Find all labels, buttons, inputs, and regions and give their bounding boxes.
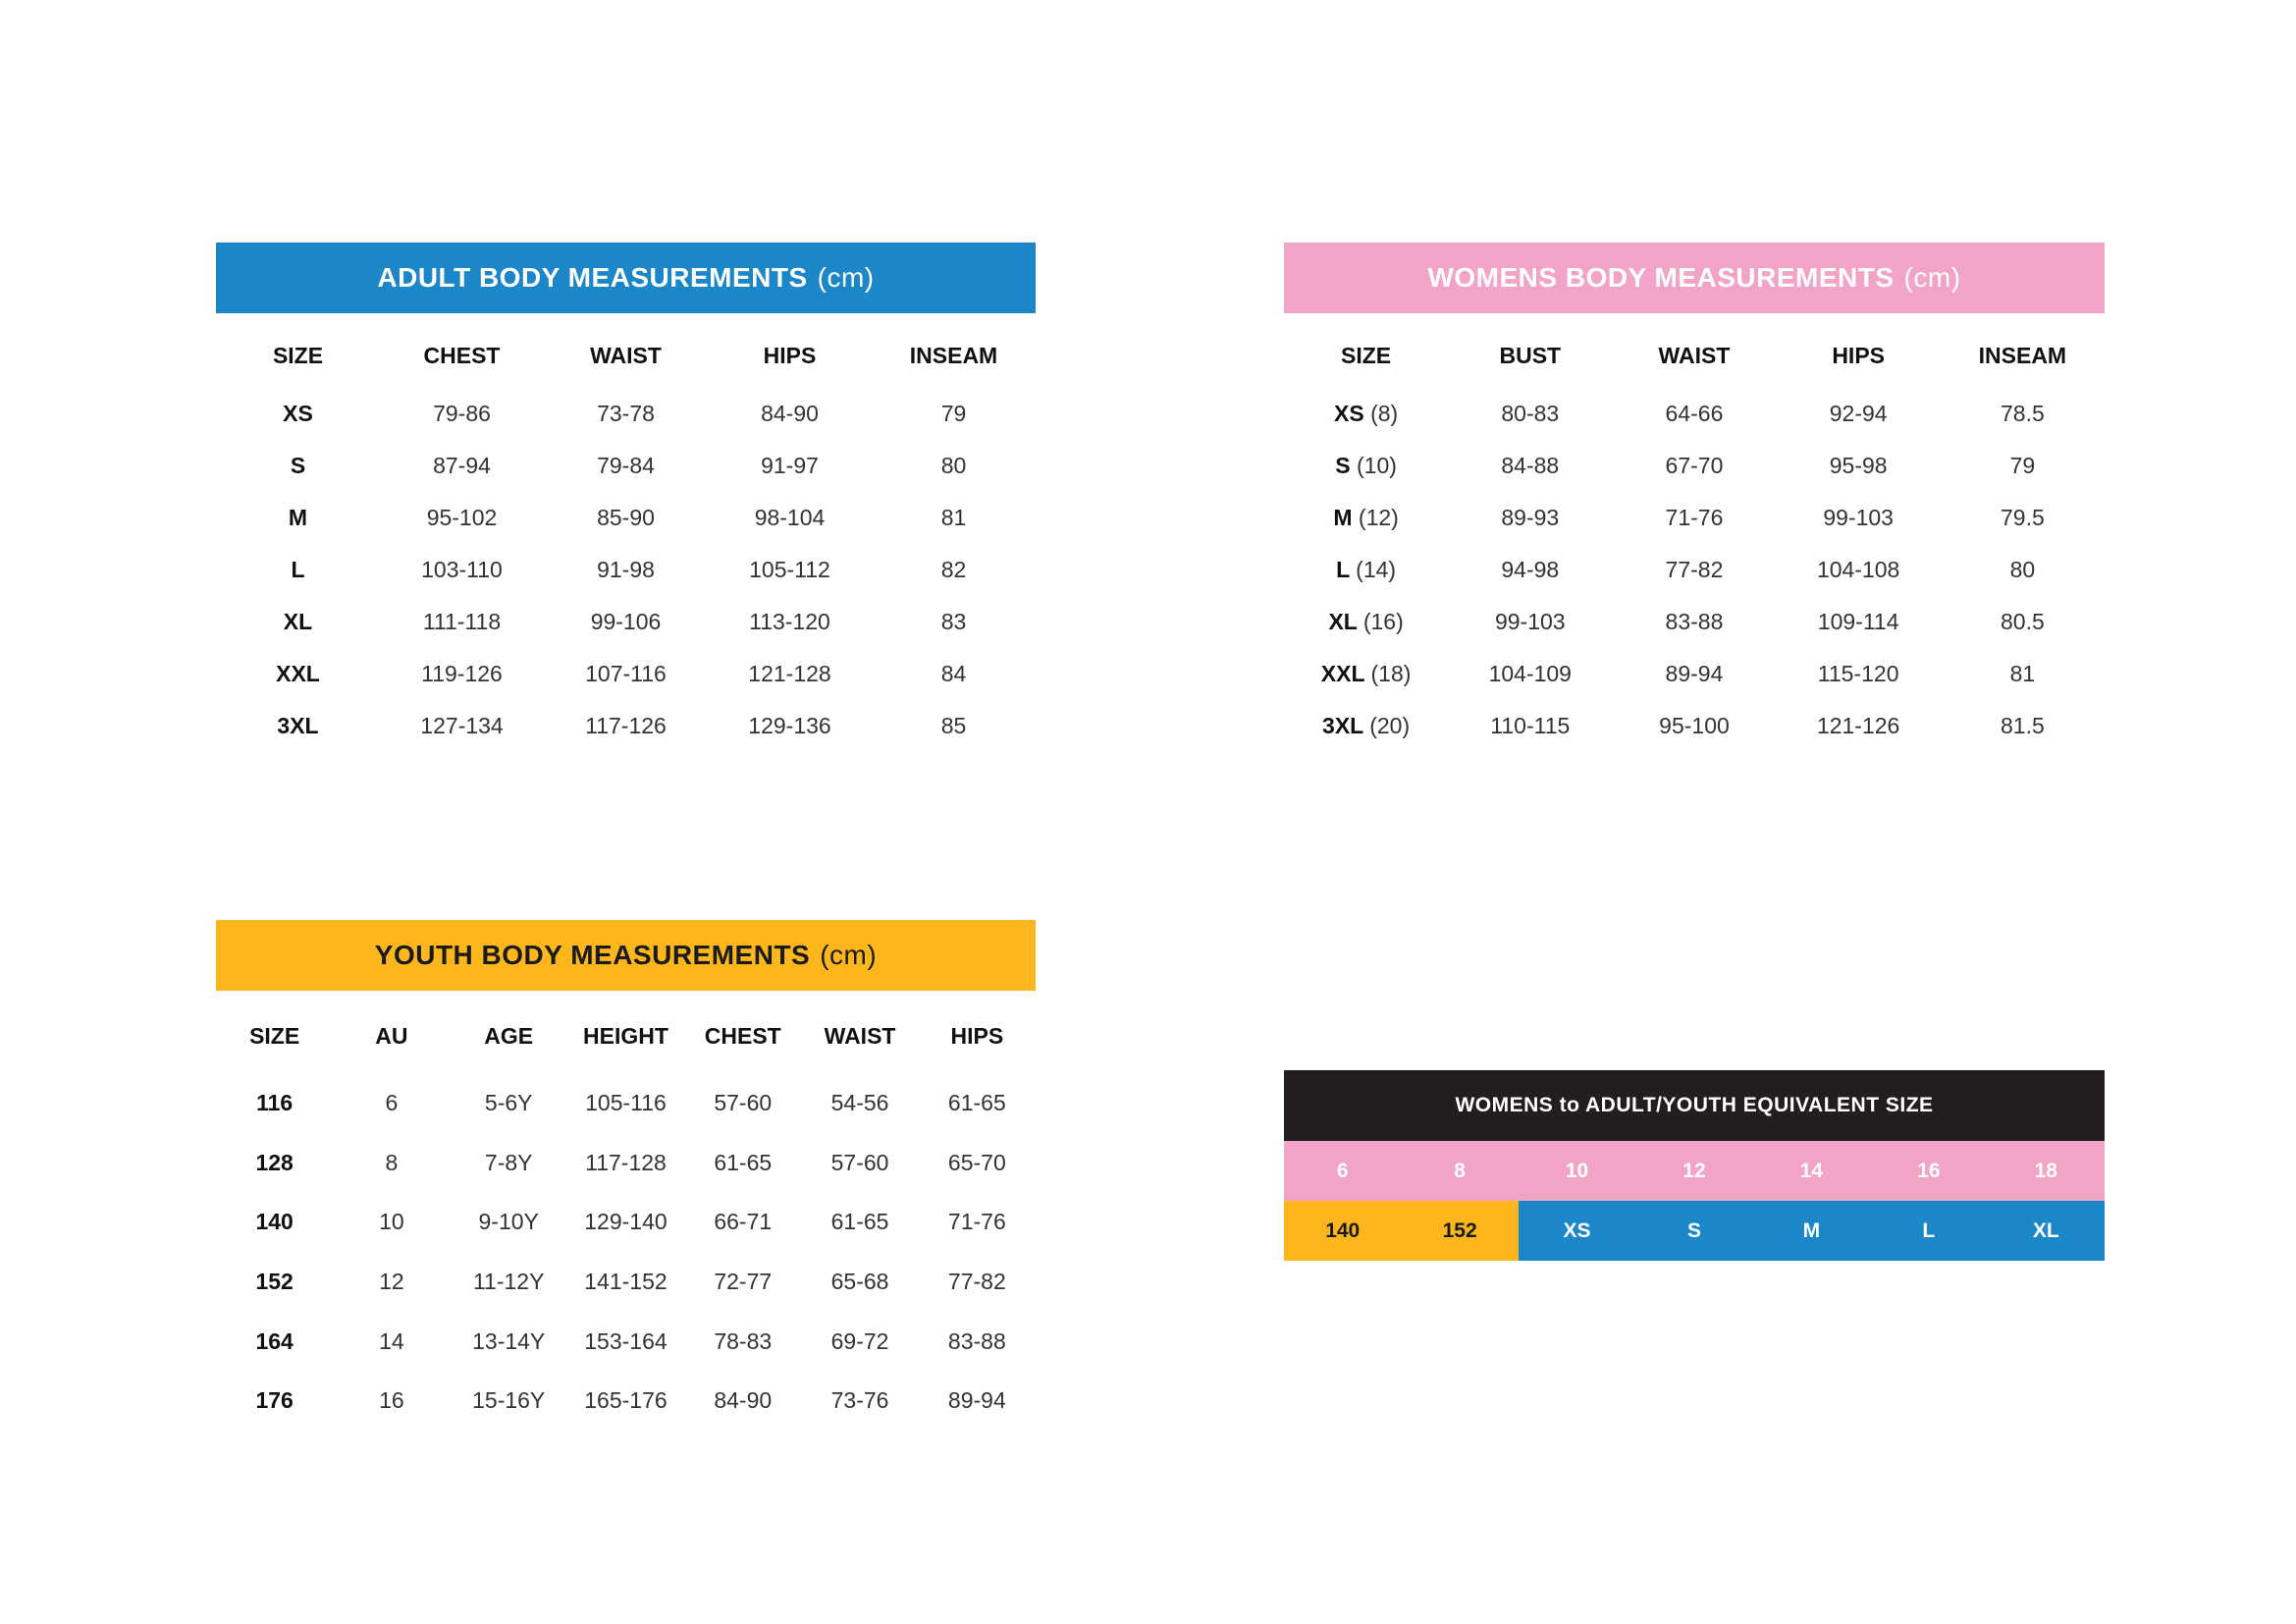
womens-row: [1284, 648, 2105, 700]
youth-header-size: SIZE: [249, 1022, 300, 1049]
womens-header-bust: BUST: [1499, 342, 1562, 368]
youth-height-cell: 153-164: [584, 1327, 667, 1354]
womens-au-size: (14): [1356, 557, 1397, 582]
youth-au-cell: 6: [385, 1089, 399, 1115]
adult-chest-cell: 79-86: [433, 401, 491, 426]
womens-waist-cell: 71-76: [1665, 505, 1724, 530]
womens-size-label: XXL: [1320, 661, 1365, 686]
adult-size-cell: XS: [283, 401, 313, 426]
youth-chest-cell: 57-60: [714, 1089, 773, 1115]
equivalent-youth-size: 140: [1284, 1201, 1401, 1261]
adult-title: ADULT BODY MEASUREMENTS: [377, 262, 808, 293]
womens-hips-cell: 95-98: [1829, 453, 1888, 478]
womens-au-size: (12): [1358, 505, 1399, 530]
youth-waist-cell: 54-56: [830, 1089, 889, 1115]
adult-header-chest: CHEST: [423, 342, 501, 368]
youth-au-cell: 10: [379, 1209, 404, 1235]
youth-header-height: HEIGHT: [583, 1022, 668, 1049]
adult-waist-cell: 79-84: [597, 453, 655, 478]
youth-age-cell: 15-16Y: [472, 1387, 546, 1414]
womens-size-cell: [1284, 440, 1448, 492]
adult-header-inseam: INSEAM: [909, 342, 998, 368]
youth-header-waist: WAIST: [824, 1022, 896, 1049]
youth-hips-cell: 71-76: [947, 1209, 1006, 1235]
equivalent-youth-size: 152: [1401, 1201, 1518, 1261]
equivalent-adult-size: L: [1870, 1201, 1987, 1261]
womens-waist-cell: 67-70: [1665, 453, 1724, 478]
adult-row: [216, 648, 1036, 700]
womens-au-size: (10): [1357, 453, 1397, 478]
youth-title-banner: [216, 920, 1036, 991]
womens-waist-cell: 95-100: [1659, 713, 1730, 738]
womens-waist-cell: 89-94: [1665, 661, 1724, 686]
adult-row: [216, 492, 1036, 544]
youth-height-cell: 117-128: [585, 1149, 667, 1175]
youth-height-cell: 105-116: [585, 1089, 667, 1115]
adult-row: [216, 544, 1036, 596]
womens-bust-cell: 80-83: [1501, 401, 1560, 426]
womens-size-cell: [1284, 648, 1448, 700]
womens-size-cell: [1284, 596, 1448, 648]
adult-waist-cell: 107-116: [585, 661, 667, 686]
equivalent-womens-row: [1284, 1141, 2105, 1201]
youth-header-au: AU: [375, 1022, 408, 1049]
equivalent-womens-size: 8: [1401, 1141, 1518, 1201]
adult-hips-cell: 113-120: [749, 609, 830, 634]
womens-inseam-cell: 81.5: [2000, 713, 2045, 738]
adult-size-cell: 3XL: [277, 713, 319, 738]
youth-au-cell: 8: [385, 1149, 399, 1175]
equivalent-title: WOMENS to ADULT/YOUTH EQUIVALENT SIZE: [1284, 1070, 2105, 1141]
youth-age-cell: 9-10Y: [478, 1209, 539, 1235]
adult-size-cell: XL: [283, 609, 313, 634]
adult-header-size: SIZE: [272, 342, 324, 368]
youth-hips-cell: 89-94: [947, 1387, 1006, 1414]
womens-waist-cell: 77-82: [1665, 557, 1724, 582]
youth-height-cell: 129-140: [584, 1209, 667, 1235]
adult-chest-cell: 127-134: [420, 713, 504, 738]
adult-waist-cell: 99-106: [590, 609, 662, 634]
adult-row: [216, 440, 1036, 492]
womens-hips-cell: 109-114: [1817, 609, 1899, 634]
youth-row: [216, 1192, 1036, 1252]
youth-chest-cell: 61-65: [714, 1149, 773, 1175]
youth-row: [216, 1133, 1036, 1193]
womens-header-waist: WAIST: [1658, 342, 1731, 368]
equivalent-adult-size: XL: [1988, 1201, 2105, 1261]
adult-inseam-cell: 82: [940, 557, 967, 582]
adult-chest-cell: 111-118: [422, 609, 502, 634]
youth-hips-cell: 77-82: [947, 1268, 1006, 1294]
adult-row: [216, 388, 1036, 440]
youth-chest-cell: 72-77: [714, 1268, 773, 1294]
youth-hips-cell: 65-70: [947, 1149, 1006, 1175]
youth-au-cell: 16: [379, 1387, 404, 1414]
adult-row: [216, 596, 1036, 648]
womens-size-cell: [1284, 544, 1448, 596]
womens-measurements-panel: [1284, 243, 2105, 752]
adult-header-waist: WAIST: [590, 342, 662, 368]
youth-age-cell: 5-6Y: [484, 1089, 533, 1115]
womens-bust-cell: 99-103: [1494, 609, 1566, 634]
womens-au-size: (20): [1369, 713, 1411, 738]
womens-bust-cell: 89-93: [1501, 505, 1560, 530]
adult-waist-cell: 85-90: [597, 505, 655, 530]
womens-row: [1284, 388, 2105, 440]
womens-hips-cell: 115-120: [1817, 661, 1899, 686]
youth-chest-cell: 78-83: [714, 1327, 773, 1354]
youth-size-cell: 164: [255, 1327, 294, 1354]
adult-chest-cell: 95-102: [426, 505, 498, 530]
womens-row: [1284, 596, 2105, 648]
equivalent-womens-size: 16: [1870, 1141, 1987, 1201]
youth-age-cell: 11-12Y: [472, 1268, 545, 1294]
adult-hips-cell: 91-97: [761, 453, 819, 478]
womens-waist-cell: 64-66: [1665, 401, 1724, 426]
adult-hips-cell: 84-90: [761, 401, 819, 426]
adult-size-cell: S: [290, 453, 306, 478]
womens-hips-cell: 92-94: [1829, 401, 1888, 426]
adult-title-banner: [216, 243, 1036, 313]
womens-size-label: XL: [1328, 609, 1358, 634]
equivalent-womens-size: 14: [1753, 1141, 1870, 1201]
youth-header-row: [216, 991, 1036, 1073]
womens-hips-cell: 99-103: [1823, 505, 1894, 530]
adult-hips-cell: 129-136: [748, 713, 831, 738]
womens-size-label: 3XL: [1322, 713, 1363, 738]
womens-inseam-cell: 78.5: [2000, 401, 2045, 426]
womens-unit: (cm): [1903, 262, 1961, 293]
adult-hips-cell: 98-104: [754, 505, 826, 530]
adult-hips-cell: 121-128: [748, 661, 831, 686]
adult-inseam-cell: 80: [940, 453, 967, 478]
youth-au-cell: 14: [379, 1327, 404, 1354]
equivalent-adult-size: XS: [1519, 1201, 1635, 1261]
womens-bust-cell: 84-88: [1501, 453, 1560, 478]
adult-chest-cell: 119-126: [421, 661, 503, 686]
adult-header-row: [216, 313, 1036, 388]
youth-height-cell: 141-152: [584, 1268, 667, 1294]
womens-title-banner: [1284, 243, 2105, 313]
youth-unit: (cm): [820, 940, 878, 970]
youth-row: [216, 1312, 1036, 1372]
adult-row: [216, 700, 1036, 752]
womens-row: [1284, 700, 2105, 752]
youth-row: [216, 1371, 1036, 1431]
adult-inseam-cell: 85: [940, 713, 967, 738]
adult-chest-cell: 103-110: [421, 557, 503, 582]
youth-waist-cell: 57-60: [830, 1149, 889, 1175]
adult-size-cell: L: [291, 557, 305, 582]
youth-hips-cell: 61-65: [947, 1089, 1006, 1115]
equivalent-womens-size: 10: [1519, 1141, 1635, 1201]
adult-size-cell: M: [288, 505, 308, 530]
youth-measurements-panel: [216, 920, 1036, 1431]
womens-size-label: S: [1335, 453, 1351, 478]
youth-chest-cell: 66-71: [714, 1209, 773, 1235]
womens-size-cell: [1284, 388, 1448, 440]
womens-bust-cell: 94-98: [1501, 557, 1560, 582]
youth-row: [216, 1252, 1036, 1312]
adult-waist-cell: 117-126: [585, 713, 667, 738]
youth-size-cell: 128: [255, 1149, 294, 1175]
youth-header-age: AGE: [484, 1022, 534, 1049]
adult-hips-cell: 105-112: [749, 557, 830, 582]
womens-header-inseam: INSEAM: [1978, 342, 2067, 368]
womens-au-size: (18): [1370, 661, 1412, 686]
womens-inseam-cell: 81: [2009, 661, 2036, 686]
womens-row: [1284, 440, 2105, 492]
womens-inseam-cell: 80: [2009, 557, 2036, 582]
womens-waist-cell: 83-88: [1665, 609, 1724, 634]
youth-header-chest: CHEST: [704, 1022, 781, 1049]
adult-inseam-cell: 83: [940, 609, 967, 634]
youth-size-cell: 152: [255, 1268, 294, 1294]
youth-header-hips: HIPS: [950, 1022, 1004, 1049]
youth-chest-cell: 84-90: [714, 1387, 773, 1414]
womens-inseam-cell: 79: [2009, 453, 2036, 478]
youth-waist-cell: 69-72: [830, 1327, 889, 1354]
youth-waist-cell: 65-68: [830, 1268, 889, 1294]
womens-title: WOMENS BODY MEASUREMENTS: [1427, 262, 1895, 293]
womens-header-hips: HIPS: [1832, 342, 1885, 368]
womens-au-size: (8): [1370, 401, 1399, 426]
womens-hips-cell: 104-108: [1816, 557, 1900, 582]
equivalent-size-panel: [1284, 1070, 2105, 1261]
adult-waist-cell: 91-98: [597, 557, 655, 582]
womens-inseam-cell: 79.5: [2000, 505, 2045, 530]
womens-bust-cell: 110-115: [1490, 713, 1571, 738]
equivalent-adult-size: S: [1635, 1201, 1752, 1261]
youth-age-cell: 13-14Y: [472, 1327, 546, 1354]
adult-inseam-cell: 79: [940, 401, 967, 426]
womens-au-size: (16): [1362, 609, 1404, 634]
womens-header-size: SIZE: [1341, 342, 1392, 368]
womens-inseam-cell: 80.5: [2000, 609, 2045, 634]
youth-size-cell: 116: [256, 1089, 294, 1115]
womens-bust-cell: 104-109: [1488, 661, 1572, 686]
adult-chest-cell: 87-94: [433, 453, 491, 478]
equivalent-womens-size: 6: [1284, 1141, 1401, 1201]
youth-row: [216, 1073, 1036, 1133]
youth-title: YOUTH BODY MEASUREMENTS: [374, 940, 811, 970]
womens-size-cell: [1284, 492, 1448, 544]
womens-row: [1284, 544, 2105, 596]
youth-waist-cell: 61-65: [830, 1209, 889, 1235]
womens-size-cell: [1284, 700, 1448, 752]
adult-inseam-cell: 84: [940, 661, 967, 686]
womens-size-label: L: [1336, 557, 1350, 582]
womens-size-label: XS: [1333, 401, 1364, 426]
adult-measurements-panel: [216, 243, 1036, 752]
equivalent-womens-size: 18: [1988, 1141, 2105, 1201]
youth-measurements-table: [216, 991, 1036, 1431]
youth-size-cell: 176: [255, 1387, 294, 1414]
youth-size-cell: 140: [255, 1209, 294, 1235]
youth-au-cell: 12: [379, 1268, 404, 1294]
adult-header-hips: HIPS: [763, 342, 817, 368]
equivalent-adult-youth-row: [1284, 1201, 2105, 1261]
equivalent-womens-size: 12: [1635, 1141, 1752, 1201]
adult-measurements-table: [216, 313, 1036, 752]
adult-waist-cell: 73-78: [597, 401, 655, 426]
adult-size-cell: XXL: [276, 661, 320, 686]
womens-size-label: M: [1333, 505, 1353, 530]
adult-inseam-cell: 81: [940, 505, 967, 530]
youth-hips-cell: 83-88: [947, 1327, 1006, 1354]
womens-header-row: [1284, 313, 2105, 388]
equivalent-adult-size: M: [1753, 1201, 1870, 1261]
womens-measurements-table: [1284, 313, 2105, 752]
youth-height-cell: 165-176: [584, 1387, 667, 1414]
youth-waist-cell: 73-76: [830, 1387, 889, 1414]
adult-unit: (cm): [817, 262, 875, 293]
womens-hips-cell: 121-126: [1816, 713, 1900, 738]
womens-row: [1284, 492, 2105, 544]
youth-age-cell: 7-8Y: [484, 1149, 533, 1175]
